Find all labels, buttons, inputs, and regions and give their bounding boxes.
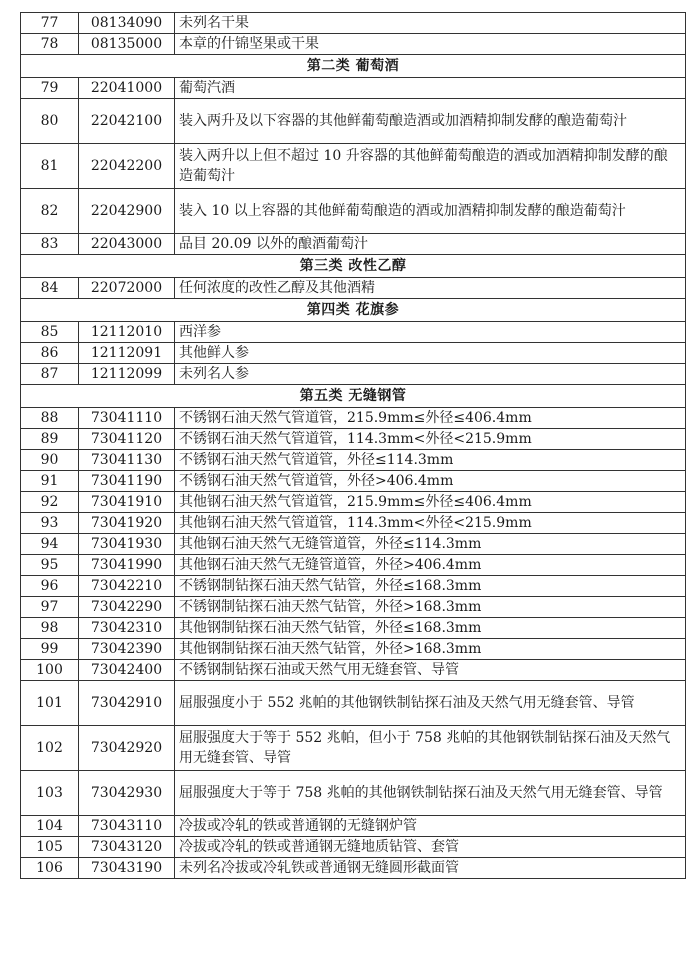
tariff-code-cell: 73041990 [79, 555, 175, 576]
table-row [21, 858, 686, 879]
table-row [21, 816, 686, 837]
product-description-cell: 葡萄汽酒 [175, 78, 686, 99]
row-number-cell: 102 [21, 726, 79, 771]
product-description-cell: 其他鲜人参 [175, 343, 686, 364]
table-row [21, 343, 686, 364]
tariff-code-cell: 73041920 [79, 513, 175, 534]
product-description-cell: 其他钢制钻探石油天然气钻管，外径≤168.3mm [175, 618, 686, 639]
product-description-cell: 任何浓度的改性乙醇及其他酒精 [175, 278, 686, 299]
product-description-cell: 其他钢制钻探石油天然气钻管，外径>168.3mm [175, 639, 686, 660]
tariff-code-cell: 12112010 [79, 322, 175, 343]
product-description-cell: 不锈钢石油天然气管道管，外径≤114.3mm [175, 450, 686, 471]
tariff-code-cell: 22041000 [79, 78, 175, 99]
tariff-code-cell: 73042310 [79, 618, 175, 639]
product-description-cell: 屈服强度大于等于 758 兆帕的其他钢铁制钻探石油及天然气用无缝套管、导管 [175, 771, 686, 816]
section-title: 第三类 改性乙醇 [21, 255, 686, 278]
product-description-cell: 屈服强度小于 552 兆帕的其他钢铁制钻探石油及天然气用无缝套管、导管 [175, 681, 686, 726]
tariff-code-cell: 12112091 [79, 343, 175, 364]
section-header-row [21, 385, 686, 408]
product-description-cell: 未列名干果 [175, 13, 686, 34]
row-number-cell: 104 [21, 816, 79, 837]
product-description-cell: 其他钢石油天然气无缝管道管，外径≤114.3mm [175, 534, 686, 555]
table-row [21, 34, 686, 55]
product-description-cell: 冷拔或冷轧的铁或普通钢的无缝钢炉管 [175, 816, 686, 837]
row-number-cell: 82 [21, 189, 79, 234]
table-row [21, 726, 686, 771]
tariff-code-cell: 73041190 [79, 471, 175, 492]
tariff-code-cell: 22043000 [79, 234, 175, 255]
row-number-cell: 94 [21, 534, 79, 555]
table-row [21, 234, 686, 255]
product-description-cell: 未列名人参 [175, 364, 686, 385]
product-description-cell: 不锈钢石油天然气管道管，114.3mm<外径<215.9mm [175, 429, 686, 450]
section-header-row [21, 55, 686, 78]
section-title: 第五类 无缝钢管 [21, 385, 686, 408]
product-description-cell: 冷拔或冷轧的铁或普通钢无缝地质钻管、套管 [175, 837, 686, 858]
table-row [21, 681, 686, 726]
tariff-code-cell: 73042930 [79, 771, 175, 816]
row-number-cell: 100 [21, 660, 79, 681]
table-row [21, 471, 686, 492]
tariff-code-cell: 73043110 [79, 816, 175, 837]
tariff-code-cell: 73042210 [79, 576, 175, 597]
section-header-row [21, 255, 686, 278]
tariff-code-cell: 08134090 [79, 13, 175, 34]
product-description-cell: 本章的什锦坚果或干果 [175, 34, 686, 55]
tariff-code-cell: 12112099 [79, 364, 175, 385]
tariff-code-cell: 73041930 [79, 534, 175, 555]
tariff-code-cell: 22042100 [79, 99, 175, 144]
table-row [21, 639, 686, 660]
table-row [21, 534, 686, 555]
row-number-cell: 98 [21, 618, 79, 639]
row-number-cell: 79 [21, 78, 79, 99]
product-description-cell: 其他钢石油天然气管道管，215.9mm≤外径≤406.4mm [175, 492, 686, 513]
product-description-cell: 不锈钢制钻探石油天然气钻管，外径>168.3mm [175, 597, 686, 618]
section-title: 第二类 葡萄酒 [21, 55, 686, 78]
row-number-cell: 78 [21, 34, 79, 55]
tariff-list-body [21, 13, 686, 879]
table-row [21, 576, 686, 597]
tariff-code-cell: 73041110 [79, 408, 175, 429]
product-description-cell: 其他钢石油天然气管道管，114.3mm<外径<215.9mm [175, 513, 686, 534]
tariff-code-cell: 22042900 [79, 189, 175, 234]
row-number-cell: 93 [21, 513, 79, 534]
row-number-cell: 90 [21, 450, 79, 471]
product-description-cell: 装入两升以上但不超过 10 升容器的其他鲜葡萄酿造的酒或加酒精抑制发酵的酿造葡萄汁 [175, 144, 686, 189]
tariff-code-cell: 73043190 [79, 858, 175, 879]
row-number-cell: 84 [21, 278, 79, 299]
tariff-code-cell: 73042290 [79, 597, 175, 618]
table-row [21, 189, 686, 234]
product-description-cell: 未列名冷拔或冷轧铁或普通钢无缝圆形截面管 [175, 858, 686, 879]
tariff-code-cell: 73041130 [79, 450, 175, 471]
table-row [21, 429, 686, 450]
tariff-code-cell: 73041910 [79, 492, 175, 513]
table-row [21, 660, 686, 681]
tariff-list-table [20, 12, 686, 879]
row-number-cell: 92 [21, 492, 79, 513]
table-row [21, 364, 686, 385]
table-row [21, 555, 686, 576]
product-description-cell: 西洋参 [175, 322, 686, 343]
table-row [21, 597, 686, 618]
product-description-cell: 不锈钢制钻探石油或天然气用无缝套管、导管 [175, 660, 686, 681]
product-description-cell: 装入两升及以下容器的其他鲜葡萄酿造酒或加酒精抑制发酵的酿造葡萄汁 [175, 99, 686, 144]
row-number-cell: 88 [21, 408, 79, 429]
row-number-cell: 91 [21, 471, 79, 492]
tariff-code-cell: 73042390 [79, 639, 175, 660]
table-row [21, 322, 686, 343]
table-row [21, 278, 686, 299]
product-description-cell: 不锈钢石油天然气管道管，外径>406.4mm [175, 471, 686, 492]
row-number-cell: 83 [21, 234, 79, 255]
product-description-cell: 品目 20.09 以外的酿酒葡萄汁 [175, 234, 686, 255]
row-number-cell: 99 [21, 639, 79, 660]
table-row [21, 408, 686, 429]
product-description-cell: 不锈钢石油天然气管道管，215.9mm≤外径≤406.4mm [175, 408, 686, 429]
row-number-cell: 89 [21, 429, 79, 450]
table-row [21, 13, 686, 34]
row-number-cell: 96 [21, 576, 79, 597]
row-number-cell: 81 [21, 144, 79, 189]
row-number-cell: 86 [21, 343, 79, 364]
table-row [21, 618, 686, 639]
row-number-cell: 103 [21, 771, 79, 816]
row-number-cell: 101 [21, 681, 79, 726]
row-number-cell: 105 [21, 837, 79, 858]
table-row [21, 513, 686, 534]
tariff-code-cell: 73041120 [79, 429, 175, 450]
tariff-code-cell: 22042200 [79, 144, 175, 189]
row-number-cell: 80 [21, 99, 79, 144]
table-row [21, 492, 686, 513]
row-number-cell: 97 [21, 597, 79, 618]
product-description-cell: 屈服强度大于等于 552 兆帕，但小于 758 兆帕的其他钢铁制钻探石油及天然气用无缝套管、导管 [175, 726, 686, 771]
row-number-cell: 95 [21, 555, 79, 576]
table-row [21, 837, 686, 858]
table-row [21, 78, 686, 99]
tariff-code-cell: 08135000 [79, 34, 175, 55]
tariff-code-cell: 73042920 [79, 726, 175, 771]
tariff-code-cell: 73043120 [79, 837, 175, 858]
tariff-code-cell: 73042910 [79, 681, 175, 726]
row-number-cell: 87 [21, 364, 79, 385]
row-number-cell: 77 [21, 13, 79, 34]
row-number-cell: 106 [21, 858, 79, 879]
product-description-cell: 其他钢石油天然气无缝管道管，外径>406.4mm [175, 555, 686, 576]
table-row [21, 450, 686, 471]
table-row [21, 144, 686, 189]
product-description-cell: 装入 10 以上容器的其他鲜葡萄酿造的酒或加酒精抑制发酵的酿造葡萄汁 [175, 189, 686, 234]
tariff-code-cell: 73042400 [79, 660, 175, 681]
section-title: 第四类 花旗参 [21, 299, 686, 322]
row-number-cell: 85 [21, 322, 79, 343]
table-row [21, 771, 686, 816]
section-header-row [21, 299, 686, 322]
tariff-code-cell: 22072000 [79, 278, 175, 299]
product-description-cell: 不锈钢制钻探石油天然气钻管，外径≤168.3mm [175, 576, 686, 597]
table-row [21, 99, 686, 144]
